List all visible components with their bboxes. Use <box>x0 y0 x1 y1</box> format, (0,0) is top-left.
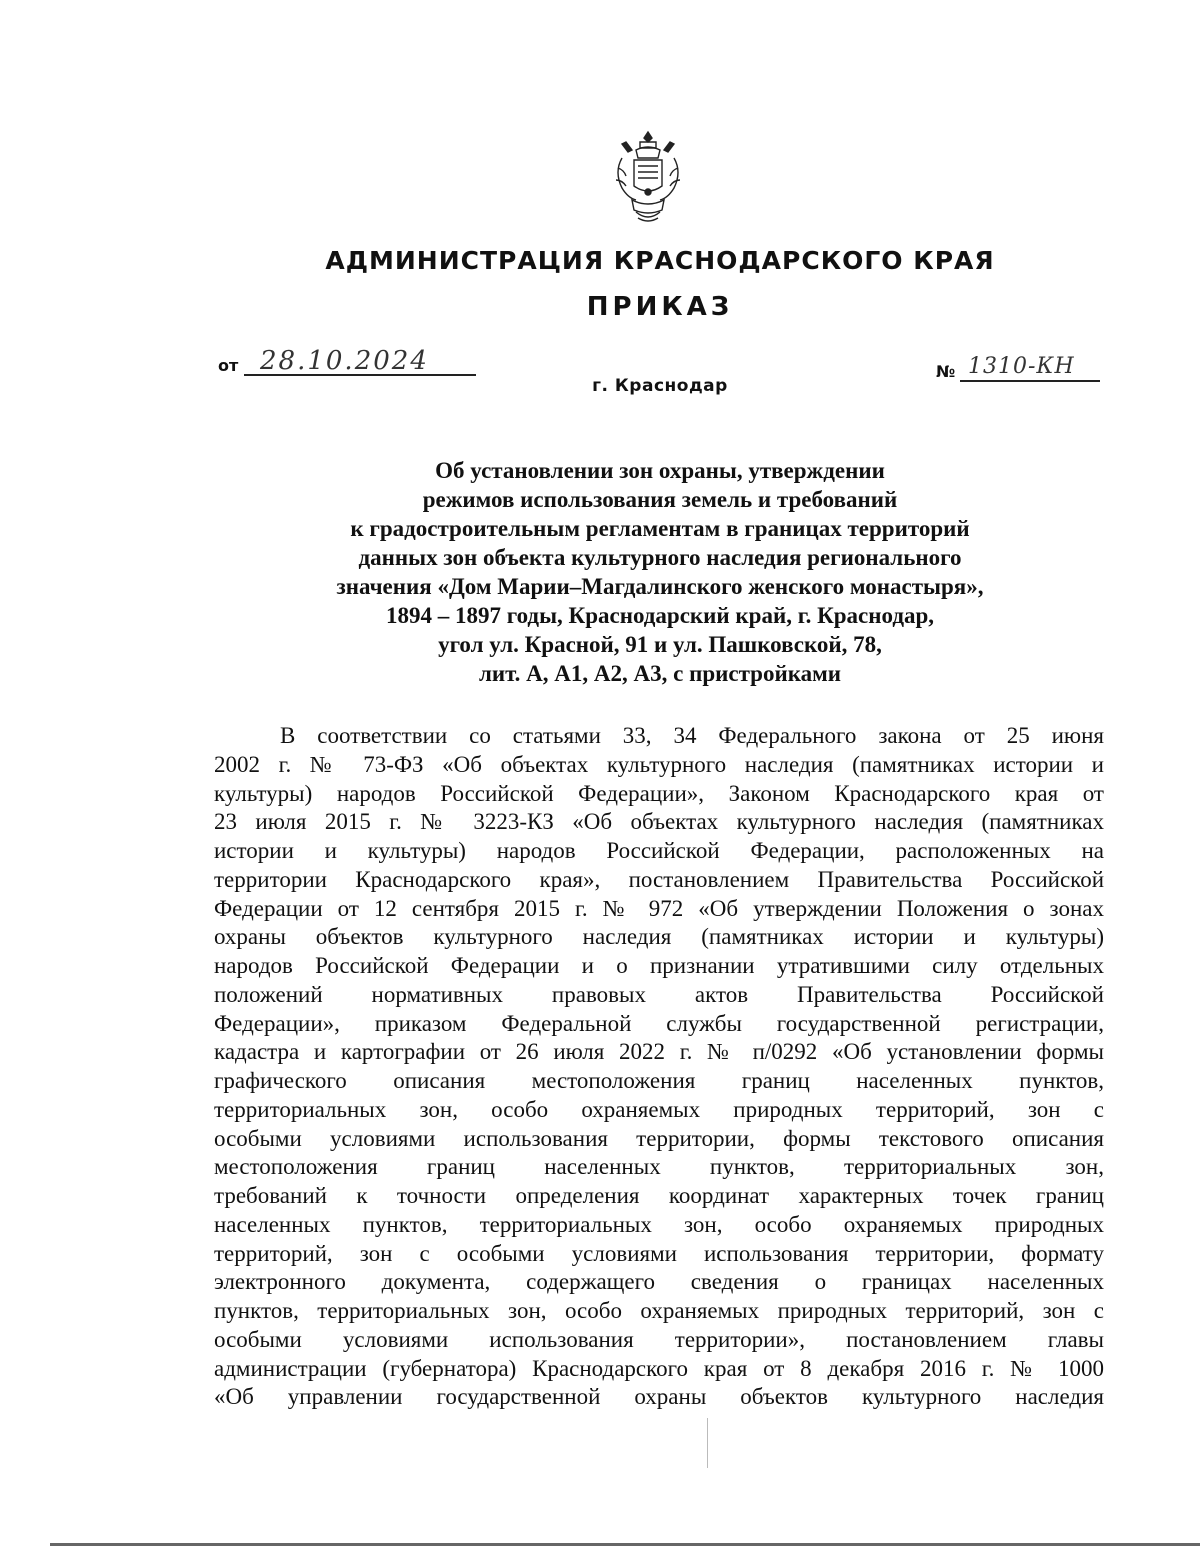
title-line: к градостроительным регламентам в границах территорий <box>350 516 970 541</box>
body-line: требований к точности определения координат характерных точек границ <box>214 1183 1104 1208</box>
coat-of-arms-emblem <box>610 128 686 228</box>
body-line: территорий, зон с особыми условиями использования территории, формату <box>214 1240 1104 1266</box>
body-line: охраны объектов культурного наследия (памятниках истории и культуры) <box>214 924 1104 950</box>
page-bottom-edge <box>50 1543 1200 1546</box>
date-prefix: от <box>218 356 239 375</box>
body-line: Федерации от 12 сентября 2015 г. № 972 «Об утверждении Положения о зонах <box>214 895 1104 921</box>
body-line: В соответствии со статьями 33, 34 Федерального закона от 25 июня <box>280 723 1104 748</box>
body-line: кадастра и картографии от 26 июля 2022 г. № п/0292 «Об установлении формы <box>214 1039 1104 1065</box>
title-line: угол ул. Красной, 91 и ул. Пашковской, 78, <box>438 632 882 657</box>
city-name: г. Краснодар <box>592 376 728 396</box>
body-line: положений нормативных правовых актов Правительства Российской <box>214 981 1104 1007</box>
title-line: Об установлении зон охраны, утверждении <box>435 458 885 483</box>
body-line: пунктов, территориальных зон, особо охраняемых природных территорий, зон с <box>214 1298 1104 1323</box>
number-prefix: № <box>936 362 956 381</box>
body-line: территориальных зон, особо охраняемых природных территорий, зон с <box>214 1096 1104 1122</box>
body-line: народов Российской Федерации и о признании утратившими силу отдельных <box>214 953 1104 978</box>
organization-name: АДМИНИСТРАЦИЯ КРАСНОДАРСКОГО КРАЯ <box>325 246 995 275</box>
body-line: 2002 г. № 73-ФЗ «Об объектах культурного наследия (памятниках истории и <box>214 751 1104 777</box>
title-line: 1894 – 1897 годы, Краснодарский край, г. Краснодар, <box>385 603 935 628</box>
title-line: лит. А, А1, А2, А3, с пристройками <box>478 661 842 686</box>
body-paragraph <box>214 722 1104 1412</box>
date-value: 28.10.2024 <box>260 346 429 376</box>
title-line: значения «Дом Марии–Магдалинского женского монастыря», <box>336 574 984 599</box>
body-line: особыми условиями использования территории», постановлением главы <box>214 1326 1104 1352</box>
body-line: истории и культуры) народов Российской Федерации, расположенных на <box>214 838 1104 863</box>
body-line: населенных пунктов, территориальных зон, особо охраняемых природных <box>214 1211 1104 1237</box>
body-line: культуры) народов Российской Федерации», Законом Краснодарского края от <box>214 780 1104 806</box>
title-line: режимов использования земель и требований <box>422 487 898 512</box>
body-line: Федерации», приказом Федеральной службы государственной регистрации, <box>214 1010 1104 1036</box>
body-line: территории Краснодарского края», постановлением Правительства Российской <box>214 866 1104 892</box>
body-line: электронного документа, содержащего сведения о границах населенных <box>214 1269 1104 1295</box>
body-line: «Об управлении государственной охраны объектов культурного наследия <box>214 1384 1104 1410</box>
number-value: 1310-КН <box>968 354 1075 379</box>
body-line: особыми условиями использования территории, формы текстового описания <box>214 1125 1104 1151</box>
document-type: ПРИКАЗ <box>586 292 734 322</box>
body-line: 23 июля 2015 г. № 3223-КЗ «Об объектах культурного наследия (памятниках <box>214 809 1104 835</box>
title-line: данных зон объекта культурного наследия регионального <box>358 545 962 570</box>
body-line: местоположения границ населенных пунктов, территориальных зон, <box>214 1154 1104 1180</box>
body-line: графического описания местоположения границ населенных пунктов, <box>214 1068 1104 1093</box>
document-title <box>260 456 1060 688</box>
scan-artifact-line <box>707 1418 708 1468</box>
body-line: администрации (губернатора) Краснодарского края от 8 декабря 2016 г. № 1000 <box>214 1355 1104 1381</box>
